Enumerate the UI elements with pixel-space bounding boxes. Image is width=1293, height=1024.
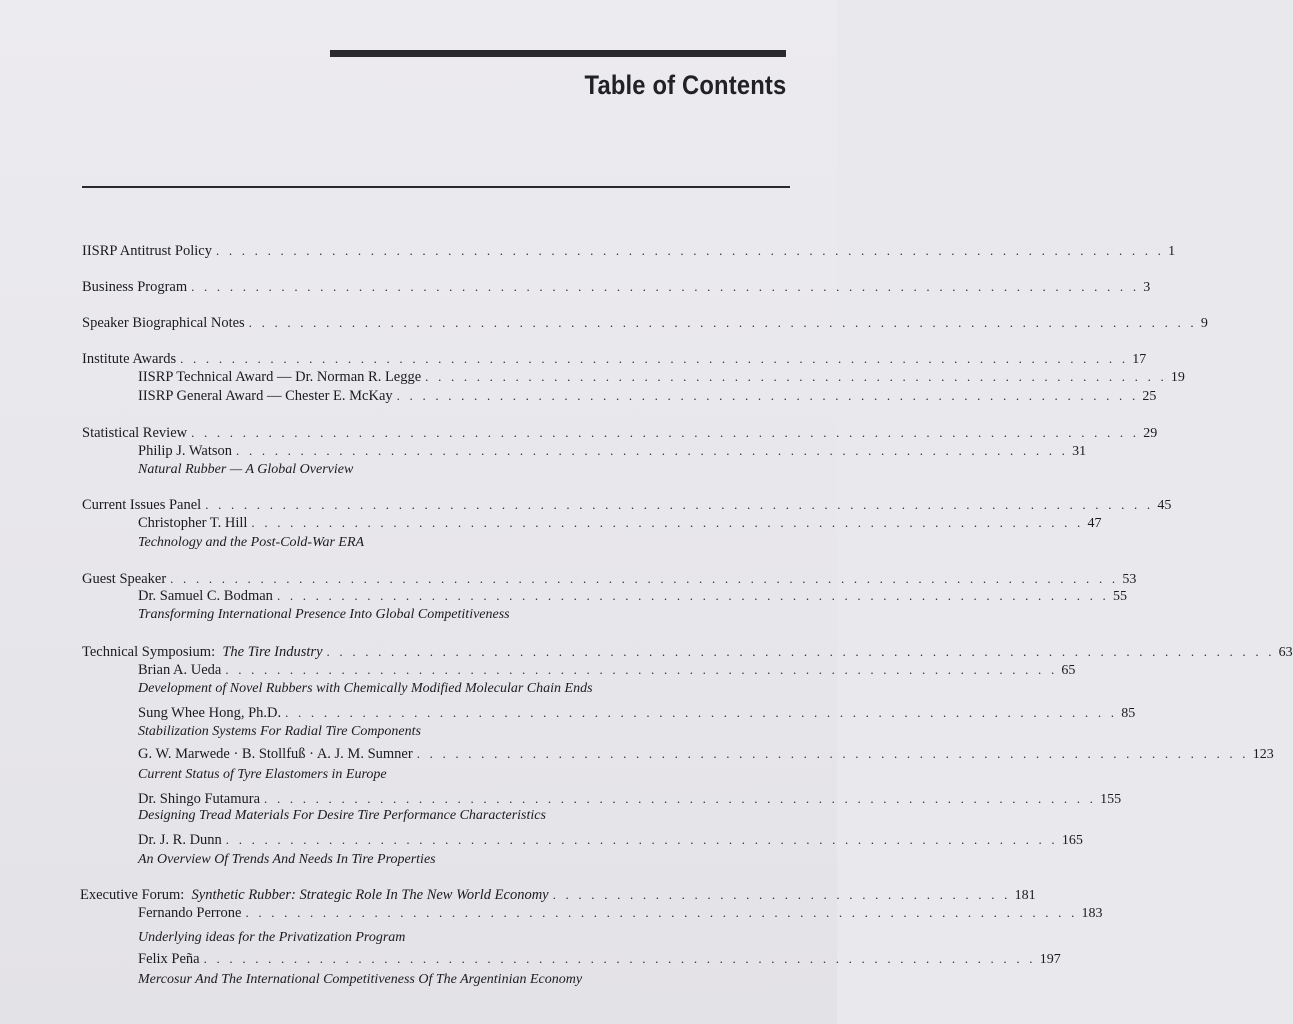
toc-entry-general-award [138, 387, 1157, 406]
toc-subtitle: Underlying ideas for the Privatization Program [138, 930, 406, 945]
toc-label: Current Issues Panel [82, 497, 202, 513]
toc-page-number: 123 [1252, 747, 1274, 762]
toc-label: Brian A. Ueda [138, 662, 222, 678]
toc-page-number: 25 [1142, 389, 1157, 404]
toc-label: Dr. J. R. Dunn [138, 832, 222, 848]
toc-label: Technical Symposium: The Tire Industry [82, 644, 323, 660]
toc-page-number: 45 [1157, 498, 1172, 513]
dot-leader: . . . . . . . . . . . . . . . . . . . . . . . . . . . . . . . . . . . . . . . . . . . . . . . . . . . . . . . . . . . . . . . . . [203, 951, 1036, 966]
toc-subtitle: Designing Tread Materials For Desire Tire Performance Characteristics [138, 808, 546, 823]
toc-label: G. W. Marwede · B. Stollfuß · A. J. M. Sumner [138, 746, 413, 762]
toc-entry-watson [138, 442, 1087, 461]
toc-label: Dr. Samuel C. Bodman [138, 588, 273, 604]
toc-label: Dr. Shingo Futamura [138, 791, 261, 807]
toc-label: Statistical Review [82, 425, 188, 441]
dot-leader: . . . . . . . . . . . . . . . . . . . . . . . . . . . . . . . . . . . . . . . . . . . . . . . . . . . . . . . . . . [396, 388, 1139, 403]
toc-entry-hill [138, 514, 1102, 533]
toc-page-number: 17 [1132, 352, 1147, 367]
toc-page-number: 53 [1122, 572, 1137, 587]
toc-entry-dunn [138, 831, 1083, 850]
toc-subtitle: Stabilization Systems For Radial Tire Components [138, 724, 421, 739]
dot-leader: . . . . . . . . . . . . . . . . . . . . . . . . . . . . . . . . . . . . . . . . . . . . . . . . . . . . . . . . . . . . . . . . . . . . . . . . . . [180, 351, 1129, 366]
toc-subtitle: Current Status of Tyre Elastomers in Europe [138, 767, 387, 782]
toc-subtitle: Transforming International Presence Into Global Competitiveness [138, 607, 510, 622]
toc-entry-current-issues [82, 496, 1172, 515]
toc-page-number: 3 [1143, 280, 1151, 295]
dot-leader: . . . . . . . . . . . . . . . . . . . . . . . . . . . . . . . . . . . . . . . . . . . . . . . . . . . . . . . . . . . . . . . . . . . . . . . . . . [326, 644, 1275, 659]
toc-entry-marwede [138, 745, 1274, 764]
toc-entry-antitrust [82, 242, 1176, 261]
toc-page-number: 183 [1081, 906, 1103, 921]
toc-page-number: 165 [1061, 833, 1083, 848]
toc-entry-forum [80, 886, 1036, 905]
toc-entry-speaker-notes [82, 314, 1208, 333]
toc-label: IISRP General Award — Chester E. McKay [138, 388, 393, 404]
toc-label: Executive Forum: Synthetic Rubber: Strategic Role In The New World Economy [80, 887, 549, 903]
toc-entry-statistical [82, 424, 1158, 443]
dot-leader: . . . . . . . . . . . . . . . . . . . . . . . . . . . . . . . . . . . . . . . . . . . . . . . . . . . . . . . . . . . . . . . . . [416, 746, 1249, 761]
dot-leader: . . . . . . . . . . . . . . . . . . . . . . . . . . . . . . . . . . . . . . . . . . . . . . . . . . . . . . . . . . . . . . . . . [225, 832, 1058, 847]
toc-label: Business Program [82, 279, 188, 295]
toc-label: Institute Awards [82, 351, 177, 367]
toc-page-number: 47 [1087, 516, 1102, 531]
toc-entry-pena [138, 950, 1061, 969]
toc-entry-ueda [138, 661, 1076, 680]
dot-leader: . . . . . . . . . . . . . . . . . . . . . . . . . . . . . . . . . . . . . . . . . . . . . . . . . . . . . . . . . . [425, 369, 1167, 384]
toc-page-number: 155 [1100, 792, 1122, 807]
toc-subtitle: Technology and the Post-Cold-War ERA [138, 535, 365, 550]
toc-label: Felix Peña [138, 951, 200, 967]
toc-label: Philip J. Watson [138, 443, 233, 459]
toc-page-number: 19 [1170, 370, 1185, 385]
toc-page-number: 55 [1113, 589, 1127, 604]
dot-leader: . . . . . . . . . . . . . . . . . . . . . . . . . . . . . . . . . . . . . . . . . . . . . . . . . . . . . . . . . . . . . . . . . [285, 705, 1118, 720]
page-title: Table of Contents [584, 70, 786, 100]
toc-label: Sung Whee Hong, Ph.D. [138, 705, 282, 721]
toc-subtitle: Development of Novel Rubbers with Chemically Modified Molecular Chain Ends [138, 681, 593, 696]
toc-page-number: 1 [1168, 244, 1176, 259]
dot-leader: . . . . . . . . . . . . . . . . . . . . . . . . . . . . . . . . . . . . . . . . . . . . . . . . . . . . . . . . . . . . . . . . . [225, 662, 1058, 677]
dot-leader: . . . . . . . . . . . . . . . . . . . . . . . . . . . . . . . . . . . . . . . . . . . . . . . . . . . . . . . . . . . . . . . . . [264, 791, 1097, 806]
toc-entry-bodman [138, 587, 1127, 606]
toc-label: Guest Speaker [82, 571, 167, 587]
toc-page-number: 63 [1278, 645, 1293, 660]
toc-page-number: 65 [1061, 663, 1076, 678]
dot-leader: . . . . . . . . . . . . . . . . . . . . . . . . . . . . . . . . . . . . . . . . . . . . . . . . . . . . . . . . . . . . . . . . . . . . . . . . . . [248, 315, 1197, 330]
toc-page-number: 181 [1014, 888, 1036, 903]
toc-label: Christopher T. Hill [138, 515, 248, 531]
toc-entry-perrone [138, 904, 1103, 923]
toc-subtitle: An Overview Of Trends And Needs In Tire Properties [138, 852, 436, 867]
dot-leader: . . . . . . . . . . . . . . . . . . . . . . . . . . . . . . . . . . . . . . . . . . . . . . . . . . . . . . . . . . . . . . . . . . . . . . . . . . [170, 571, 1119, 586]
toc-entry-hong [138, 704, 1136, 723]
toc-entry-technical-award [138, 368, 1185, 387]
toc-subtitle: Natural Rubber — A Global Overview [138, 462, 354, 477]
toc-label: Fernando Perrone [138, 905, 242, 921]
toc-page-number: 197 [1039, 952, 1061, 967]
dot-leader: . . . . . . . . . . . . . . . . . . . . . . . . . . . . . . . . . . . . . . . . . . . . . . . . . . . . . . . . . . . . . . . . . [245, 905, 1078, 920]
toc-label: Speaker Biographical Notes [82, 315, 245, 331]
dot-leader: . . . . . . . . . . . . . . . . . . . . . . . . . . . . . . . . . . . . . . . . . . . . . . . . . . . . . . . . . . . . . . . . . [236, 443, 1069, 458]
toc-label: IISRP Technical Award — Dr. Norman R. Legge [138, 369, 422, 385]
toc-label: IISRP Antitrust Policy [82, 243, 212, 259]
toc-page-number: 9 [1200, 316, 1208, 331]
dot-leader: . . . . . . . . . . . . . . . . . . . . . . . . . . . . . . . . . . . . . . . . . . . . . . . . . . . . . . . . . . . . . . . . . . . . . . . . . . [191, 425, 1140, 440]
dot-leader: . . . . . . . . . . . . . . . . . . . . . . . . . . . . . . . . . . . . . . . . . . . . . . . . . . . . . . . . . . . . . . . . . [251, 515, 1084, 530]
dot-leader: . . . . . . . . . . . . . . . . . . . . . . . . . . . . . . . . . . . . [552, 887, 1011, 902]
dot-leader: . . . . . . . . . . . . . . . . . . . . . . . . . . . . . . . . . . . . . . . . . . . . . . . . . . . . . . . . . . . . . . . . . . . . . . . . . . [205, 497, 1154, 512]
toc-entry-business [82, 278, 1151, 297]
toc-entry-awards [82, 350, 1147, 369]
dot-leader: . . . . . . . . . . . . . . . . . . . . . . . . . . . . . . . . . . . . . . . . . . . . . . . . . . . . . . . . . . . . . . . . . [276, 588, 1109, 603]
dot-leader: . . . . . . . . . . . . . . . . . . . . . . . . . . . . . . . . . . . . . . . . . . . . . . . . . . . . . . . . . . . . . . . . . . . . . . . . . . [191, 279, 1140, 294]
toc-page-number: 29 [1143, 426, 1158, 441]
toc-page-number: 31 [1072, 444, 1087, 459]
toc-page-number: 85 [1121, 706, 1136, 721]
toc-subtitle: Mercosur And The International Competitiveness Of The Argentinian Economy [138, 972, 583, 987]
toc-entry-symposium [82, 643, 1293, 662]
dot-leader: . . . . . . . . . . . . . . . . . . . . . . . . . . . . . . . . . . . . . . . . . . . . . . . . . . . . . . . . . . . . . . . . . . . . . . . . . . [215, 243, 1165, 258]
